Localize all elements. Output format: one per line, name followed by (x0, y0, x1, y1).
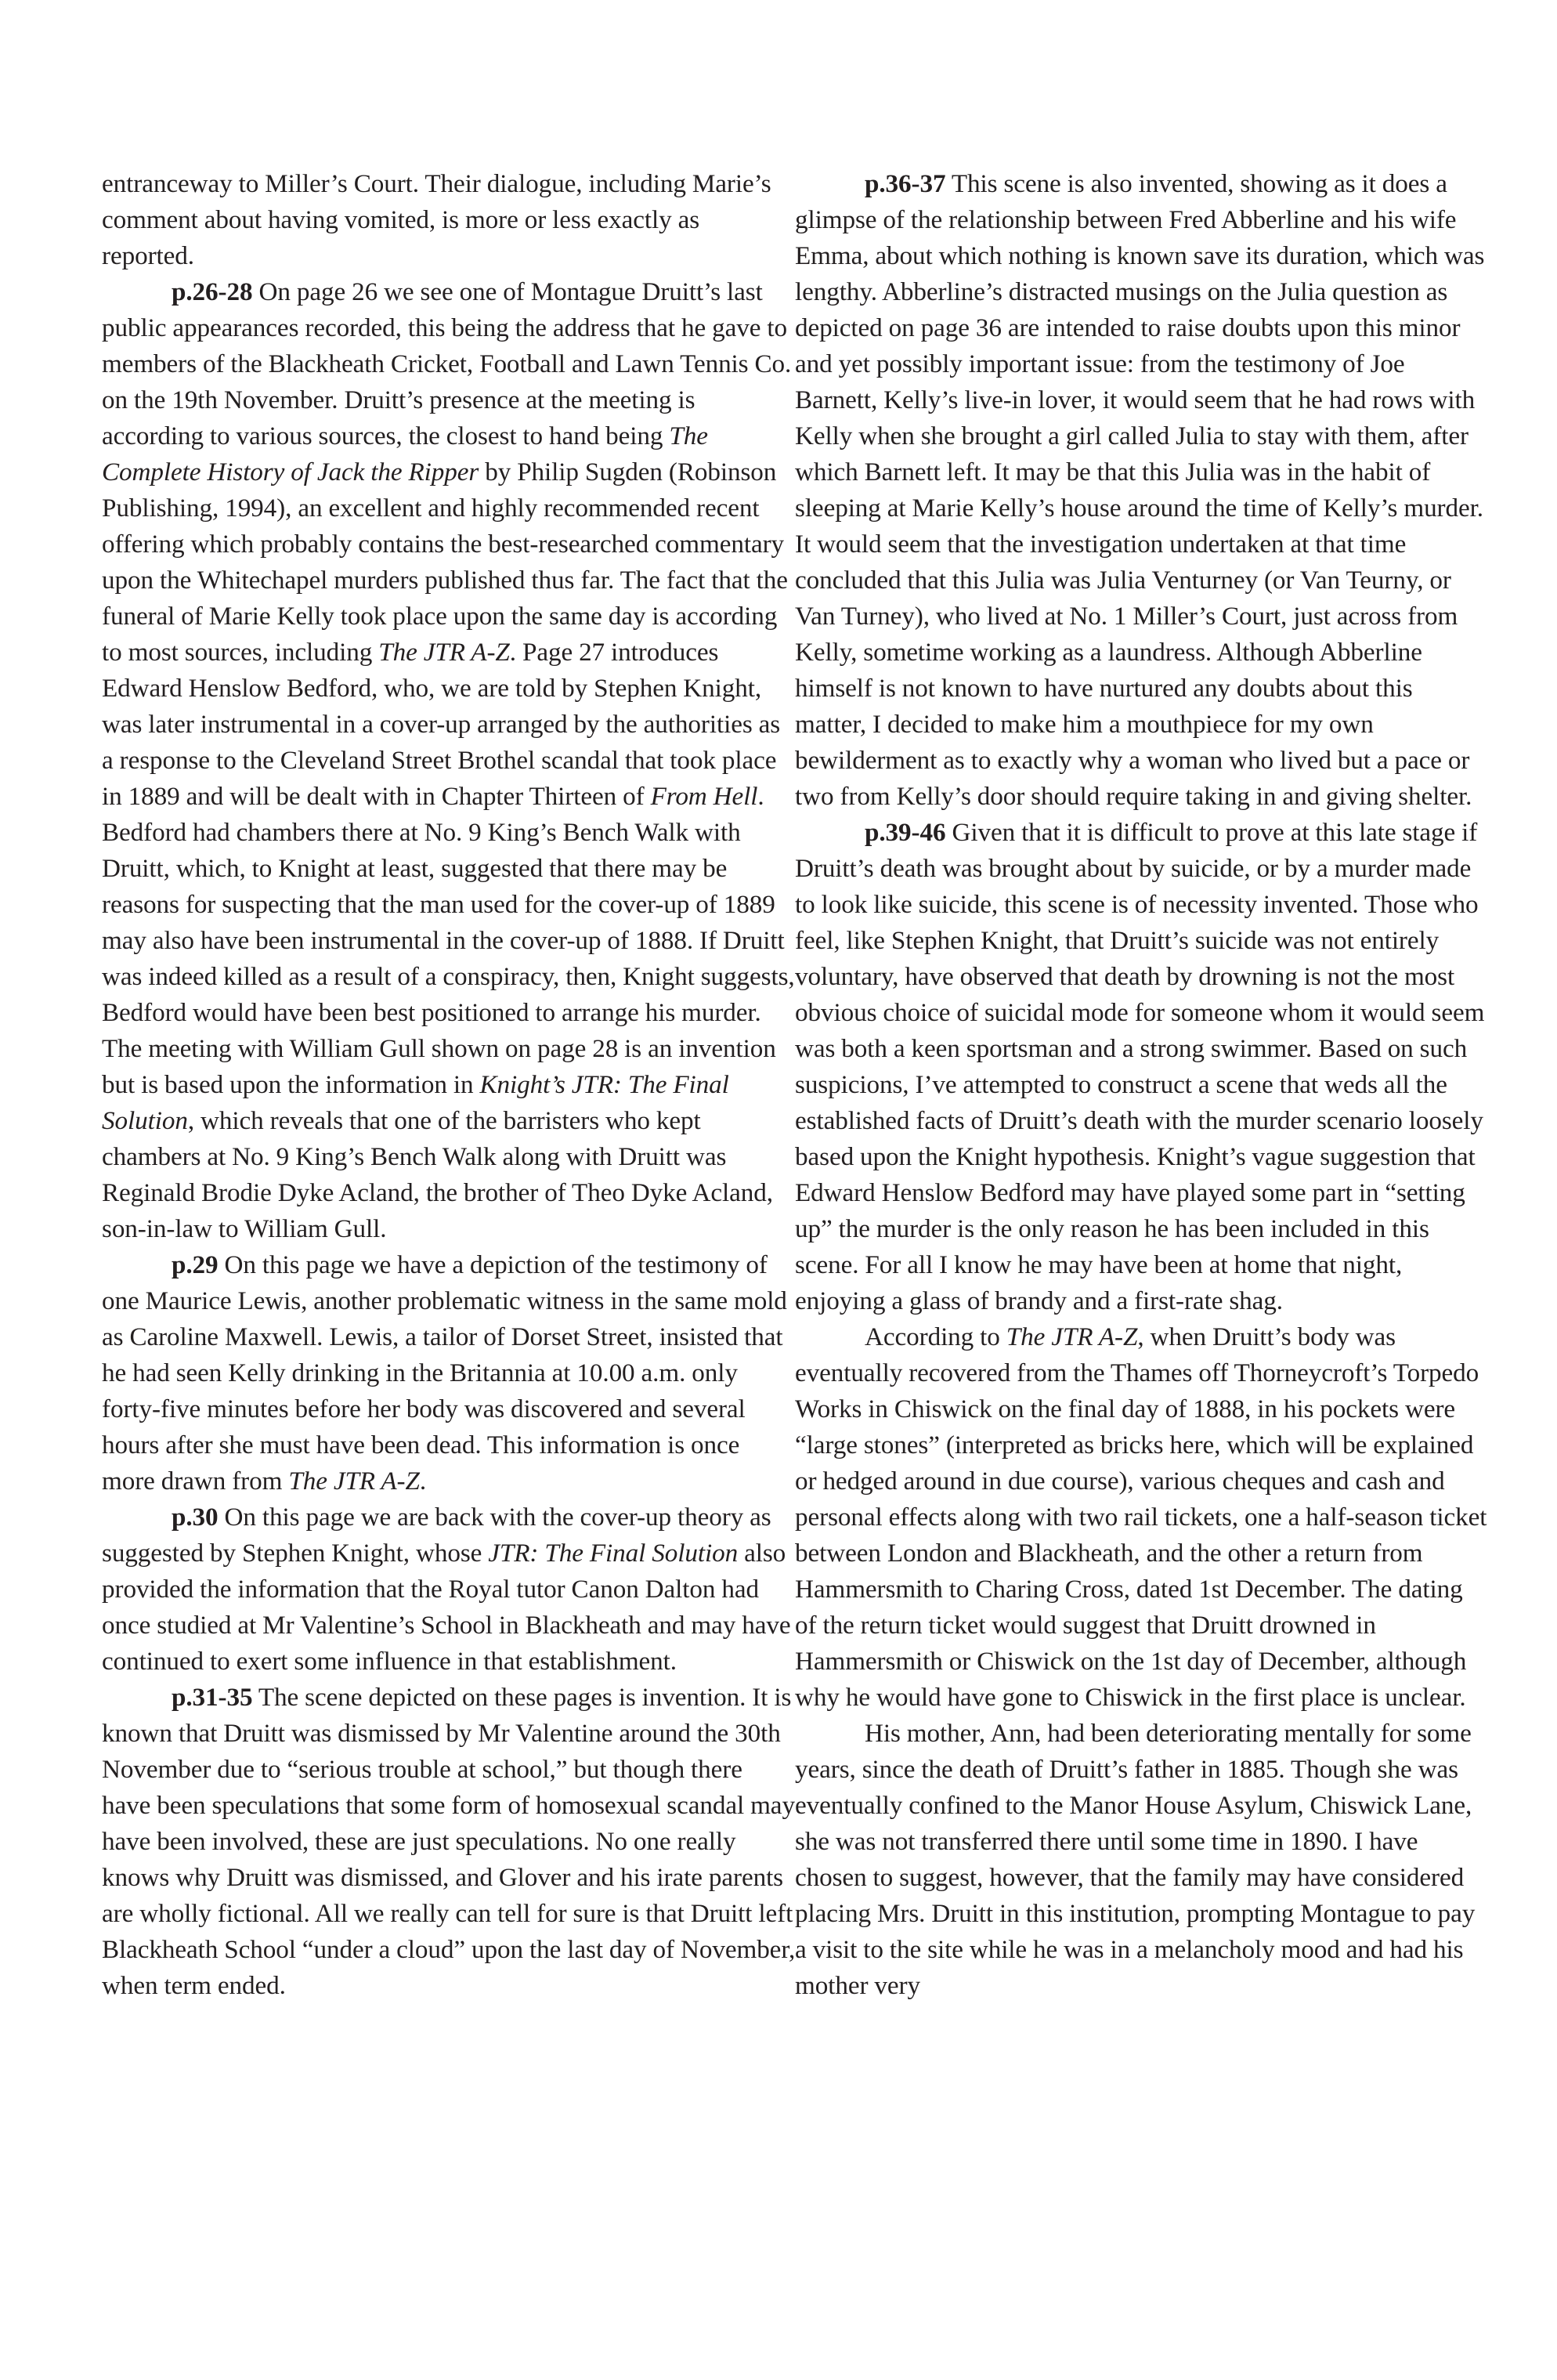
paragraph-text: On page 26 we see one of Montague Druitt’s last public appearances recorded, this being the address that he gave to members of the Blackheath Cricket, Football and Lawn Tennis Co. on the 19th November. Druitt’s presence at the meeting is according to various sources, the closest to hand being (102, 277, 792, 450)
paragraph (795, 1716, 1489, 2004)
paragraph-text: entranceway to Miller’s Court. Their dialogue, including Marie’s comment about having vomited, is more or less exactly as reported. (102, 169, 771, 270)
paragraph-text: This scene is also invented, showing as it does a glimpse of the relationship between Fred Abberline and his wife Emma, about which nothing is known save its duration, which was lengthy. Abberline’s distracted musings on the Julia question as depicted on page 36 are intended to raise doubts upon this minor and yet possibly important issue: from the testimony of Joe Barnett, Kelly’s live-in lover, it would seem that he had rows with Kelly when she brought a girl called Julia to stay with them, after which Barnett left. It may be that this Julia was in the habit of sleeping at Marie Kelly’s house around the time of Kelly’s murder. It would seem that the investigation undertaken at that time concluded that this Julia was Julia Venturney (or Van Teurny, or Van Turney), who lived at No. 1 Miller’s Court, just across from Kelly, sometime working as a laundress. Although Abberline himself is not known to have nurtured any doubts about this matter, I decided to make him a mouthpiece for my own bewilderment as to exactly why a woman who lived but a pace or two from Kelly’s door should require taking in and giving shelter. (795, 169, 1485, 811)
paragraph-text: On this page we are back with the cover-up theory as suggested by Stephen Knight, whose (102, 1503, 771, 1568)
paragraph-text: . Bedford had chambers there at No. 9 King’s Bench Walk with Druitt, which, to Knight at least, suggested that there may be reasons for suspecting that the man used for the cover-up of 1889 may also have been instrumental in the cover-up of 1888. If Druitt was indeed killed as a result of a conspiracy, then, Knight suggests, Bedford would have been best positioned to arrange his murder. The meeting with William Gull shown on page 28 is an invention but is based upon the information in (102, 782, 795, 1099)
page-reference: p.29 (172, 1250, 219, 1279)
paragraph (795, 1319, 1489, 1716)
book-title: The JTR A-Z (1006, 1322, 1138, 1351)
paragraph-text: , which reveals that one of the barristers who kept chambers at No. 9 King’s Bench Walk along with Druitt was Reginald Brodie Dyke Acland, the brother of Theo Dyke Acland, son-in-law to William Gull. (102, 1106, 773, 1243)
paragraph (795, 166, 1489, 815)
page-reference: p.26-28 (172, 277, 253, 306)
left-column (102, 166, 796, 2004)
paragraph (102, 1247, 796, 1499)
page-reference: p.31-35 (172, 1683, 253, 1712)
paragraph-text: The scene depicted on these pages is invention. It is known that Druitt was dismissed by Mr Valentine around the 30th November due to “serious trouble at school,” but though there have been speculations that some form of homosexual scandal may have been involved, these are just speculations. No one really knows why Druitt was dismissed, and Glover and his irate parents are wholly fictional. All we really can tell for sure is that Druitt left Blackheath School “under a cloud” upon the last day of November, when term ended. (102, 1683, 796, 2000)
paragraph-text: by Philip Sugden (Robinson Publishing, 1994), an excellent and highly recommended recent offering which probably contains the best-researched commentary upon the Whitechapel murders published thus far. The fact that the funeral of Marie Kelly took place upon the same day is according to most sources, including (102, 458, 788, 667)
book-title: The JTR A-Z (288, 1467, 420, 1496)
paragraph (795, 815, 1489, 1319)
page-reference: p.39-46 (865, 818, 946, 847)
page-reference: p.36-37 (865, 169, 946, 198)
book-title: From Hell (650, 782, 758, 811)
book-title: Knight’s JTR: The Final Solution (102, 1070, 729, 1135)
page-reference: p.30 (172, 1503, 219, 1532)
paragraph (102, 1499, 796, 1680)
paragraph-text: His mother, Ann, had been deteriorating mentally for some years, since the death of Druitt’s father in 1885. Though she was eventually confined to the Manor House Asylum, Chiswick Lane, she was not transferred there until some time in 1890. I have chosen to suggest, however, that the family may have considered placing Mrs. Druitt in this institution, prompting Montague to pay a visit to the site while he was in a melancholy mood and had his mother very (795, 1719, 1476, 2000)
paragraph (102, 166, 796, 274)
paragraph-text: According to (865, 1322, 1006, 1351)
paragraph-text: , when Druitt’s body was eventually recovered from the Thames off Thorneycroft’s Torpedo Works in Chiswick on the final day of 1888, in his pockets were “large stones” (interpreted as bricks here, which will be explained or hedged around in due course), various cheques and cash and personal effects along with two rail tickets, one a half-season ticket between London and Blackheath, and the other a return from Hammersmith to Charing Cross, dated 1st December. The dating of the return ticket would suggest that Druitt drowned in Hammersmith or Chiswick on the 1st day of December, although why he would have gone to Chiswick in the first place is unclear. (795, 1322, 1487, 1712)
book-title: The JTR A-Z (378, 638, 510, 667)
paragraph-text: . Page 27 introduces Edward Henslow Bedford, who, we are told by Stephen Knight, was later instrumental in a cover-up arranged by the authorities as a response to the Cleveland Street Brothel scandal that took place in 1889 and will be dealt with in Chapter Thirteen of (102, 638, 781, 811)
paragraph-text: Given that it is difficult to prove at this late stage if Druitt’s death was brought about by suicide, or by a murder made to look like suicide, this scene is of necessity invented. Those who feel, like Stephen Knight, that Druitt’s suicide was not entirely voluntary, have observed that death by drowning is not the most obvious choice of suicidal mode for someone whom it would seem was both a keen sportsman and a strong swimmer. Based on such suspicions, I’ve attempted to construct a scene that weds all the established facts of Druitt’s death with the murder scenario loosely based upon the Knight hypothesis. Knight’s vague suggestion that Edward Henslow Bedford may have played some part in “setting up” the murder is the only reason he has been included in this scene. For all I know he may have been at home that night, enjoying a glass of brandy and a first-rate shag. (795, 818, 1485, 1315)
paragraph-text: also provided the information that the Royal tutor Canon Dalton had once studied at Mr Valentine’s School in Blackheath and may have continued to exert some influence in that establishment. (102, 1539, 791, 1676)
paragraph (102, 1680, 796, 2004)
paragraph-text: On this page we have a depiction of the testimony of one Maurice Lewis, another problematic witness in the same mold as Caroline Maxwell. Lewis, a tailor of Dorset Street, insisted that he had seen Kelly drinking in the Britannia at 10.00 a.m. only forty-five minutes before her body was discovered and several hours after she must have been dead. This information is once more drawn from (102, 1250, 787, 1496)
book-title: The Complete History of Jack the Ripper (102, 421, 708, 486)
paragraph (102, 274, 796, 1247)
right-column (795, 166, 1489, 2004)
book-title: JTR: The Final Solution (488, 1539, 739, 1568)
paragraph-text: . (419, 1467, 427, 1496)
